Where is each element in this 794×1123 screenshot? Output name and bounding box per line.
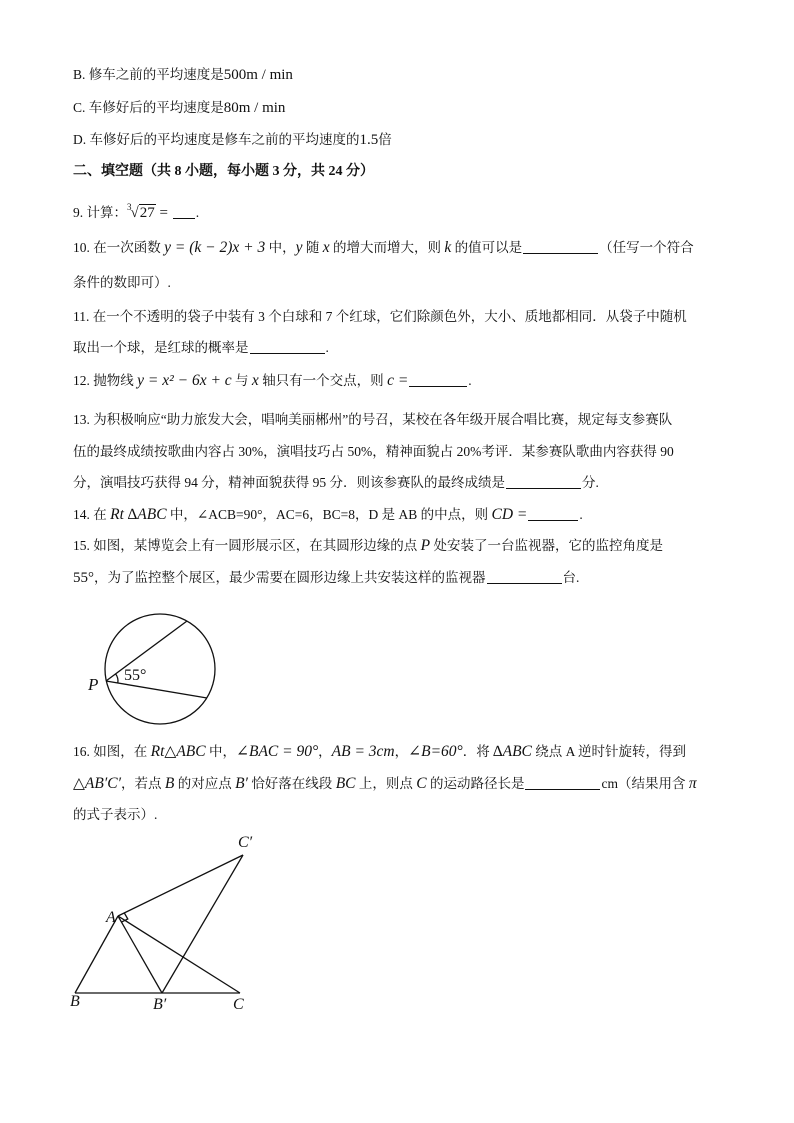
question-text: 绕点 A 逆时针旋转，得到	[531, 744, 687, 759]
question-text: cm（结果用含	[601, 776, 689, 791]
question-text: 中，	[205, 744, 236, 759]
option-tail: 倍	[378, 132, 392, 147]
question-text: 如图，某博览会上有一圆形展示区，在其圆形边缘的点	[93, 538, 421, 553]
question-text: 轴只有一个交点，则	[258, 373, 388, 388]
segment-ab-prime	[118, 916, 162, 993]
question-text: 处安装了一台监视器，它的监控角度是	[430, 538, 663, 553]
question-text: ，为了监控整个展区，最少需要在圆形边缘上共安装这样的监视器	[94, 570, 486, 585]
question-end: .	[468, 373, 472, 388]
question-text: 的对应点	[174, 776, 236, 791]
question-text: 计算：	[86, 205, 127, 220]
question-13-line-2: 伍的最终成绩按歌曲内容占 30%，演唱技巧占 50%，精神面貌占 20%考评．某参赛队歌曲内容获得 90	[73, 444, 674, 459]
option-math: 80m / min	[223, 100, 286, 116]
variable: y	[295, 239, 303, 256]
monitor-ray-lower	[106, 681, 207, 698]
question-number: 14.	[73, 507, 94, 522]
vertex-b-label: B	[70, 993, 80, 1010]
option-text: 车修好后的平均速度是	[88, 100, 224, 115]
triangle-figure	[70, 834, 253, 1013]
angle-value: 55°	[73, 570, 94, 586]
radicand: 27	[139, 205, 155, 221]
question-text: ，	[394, 744, 409, 759]
angle-label: 55°	[124, 667, 147, 684]
radical-sign: √	[130, 205, 139, 221]
option-math: 500m / min	[223, 67, 293, 83]
question-text: ．将	[462, 744, 494, 759]
question-text: 在一次函数	[93, 240, 165, 255]
question-text: 为积极响应“助力旅发大会，唱响美丽郴州”的号召，某校在各年级开展合唱比赛，规定每支参赛队	[93, 412, 673, 427]
option-text: 车修好后的平均速度是修车之前的平均速度的	[89, 132, 360, 147]
formula: y = (k − 2)x + 3	[164, 239, 266, 256]
question-text: 中，	[265, 240, 296, 255]
option-text: 修车之前的平均速度是	[88, 67, 224, 82]
vertex-c-prime-label: C′	[238, 834, 253, 851]
option-label: C.	[73, 100, 89, 115]
formula: Rt ∆ABC	[110, 506, 167, 523]
monitor-ray-upper	[106, 621, 187, 681]
variable: P	[420, 537, 431, 554]
equals-sign: =	[155, 205, 172, 221]
variable: B′	[235, 775, 248, 792]
formula: Rt△ABC	[150, 743, 206, 760]
question-number: 11.	[73, 309, 93, 324]
question-text: 上，则点	[355, 776, 417, 791]
root-index: 3	[127, 202, 132, 212]
question-text: 中，∠ACB=90°，AC=6，BC=8，D 是 AB 的中点，则	[166, 507, 492, 522]
question-text: 的增大而增大，则	[329, 240, 445, 255]
question-end: .	[195, 205, 200, 220]
variable: x	[322, 239, 330, 256]
vertex-a-label: A	[106, 909, 116, 926]
variable: c =	[387, 372, 409, 389]
question-end: 分.	[582, 475, 599, 490]
point-p-label: P	[88, 675, 99, 694]
formula: CD =	[491, 506, 528, 523]
formula: AB = 3cm	[331, 743, 395, 760]
option-label: D.	[73, 132, 90, 147]
formula: ∆ABC	[493, 743, 532, 760]
question-number: 9.	[73, 205, 87, 220]
formula: y = x² − 6x + c	[137, 372, 232, 389]
question-text: 在	[93, 507, 111, 522]
question-text: ，若点	[120, 776, 165, 791]
question-10-line-2: 条件的数即可）.	[73, 275, 171, 290]
question-text: 分，演唱技巧获得 94 分，精神面貌获得 95 分．则该参赛队的最终成绩是	[73, 475, 505, 490]
question-number: 16.	[73, 744, 94, 759]
formula: △AB′C′	[73, 775, 121, 792]
question-end: 台.	[562, 570, 580, 585]
option-math: 1.5	[359, 132, 379, 148]
segment-ac	[118, 916, 240, 993]
question-end: .	[325, 340, 329, 355]
question-text: ，	[318, 744, 332, 759]
segment-b-prime-c-prime	[162, 855, 243, 993]
question-number: 12.	[73, 373, 94, 388]
question-text: （任写一个符合	[599, 240, 694, 255]
variable: B	[164, 775, 175, 792]
angle-arc	[116, 674, 118, 683]
segment-ab	[75, 916, 118, 993]
question-number: 15.	[73, 538, 94, 553]
formula: ∠BAC = 90°	[235, 743, 319, 760]
question-text: 抛物线	[93, 373, 138, 388]
variable: k	[444, 239, 452, 256]
circle-figure	[87, 614, 215, 724]
question-text: 随	[302, 240, 323, 255]
question-text: 的运动路径长是	[426, 776, 525, 791]
section-title: 二、填空题（共 8 小题，每小题 3 分，共 24 分）	[73, 164, 374, 179]
question-text: 如图，在	[93, 744, 151, 759]
variable: C	[416, 775, 427, 792]
segment-ac-prime	[118, 855, 243, 916]
question-16-line-3: 的式子表示）.	[73, 807, 158, 822]
formula: ∠B=60°	[408, 743, 463, 760]
question-text: 恰好落在线段	[247, 776, 336, 791]
variable: BC	[335, 775, 356, 792]
question-number: 13.	[73, 412, 94, 427]
option-label: B.	[73, 67, 89, 82]
vertex-b-prime-label: B′	[153, 996, 167, 1013]
variable: x	[251, 372, 259, 389]
question-end: .	[579, 507, 583, 522]
question-number: 10.	[73, 240, 94, 255]
question-text: 与	[231, 373, 252, 388]
question-text: 在一个不透明的袋子中装有 3 个白球和 7 个红球，它们除颜色外，大小、质地都相同．从袋子中随机	[92, 309, 687, 324]
question-text: 的值可以是	[451, 240, 523, 255]
question-text: 取出一个球，是红球的概率是	[73, 340, 249, 355]
pi-symbol: π	[688, 775, 697, 792]
vertex-c-label: C	[233, 996, 244, 1013]
